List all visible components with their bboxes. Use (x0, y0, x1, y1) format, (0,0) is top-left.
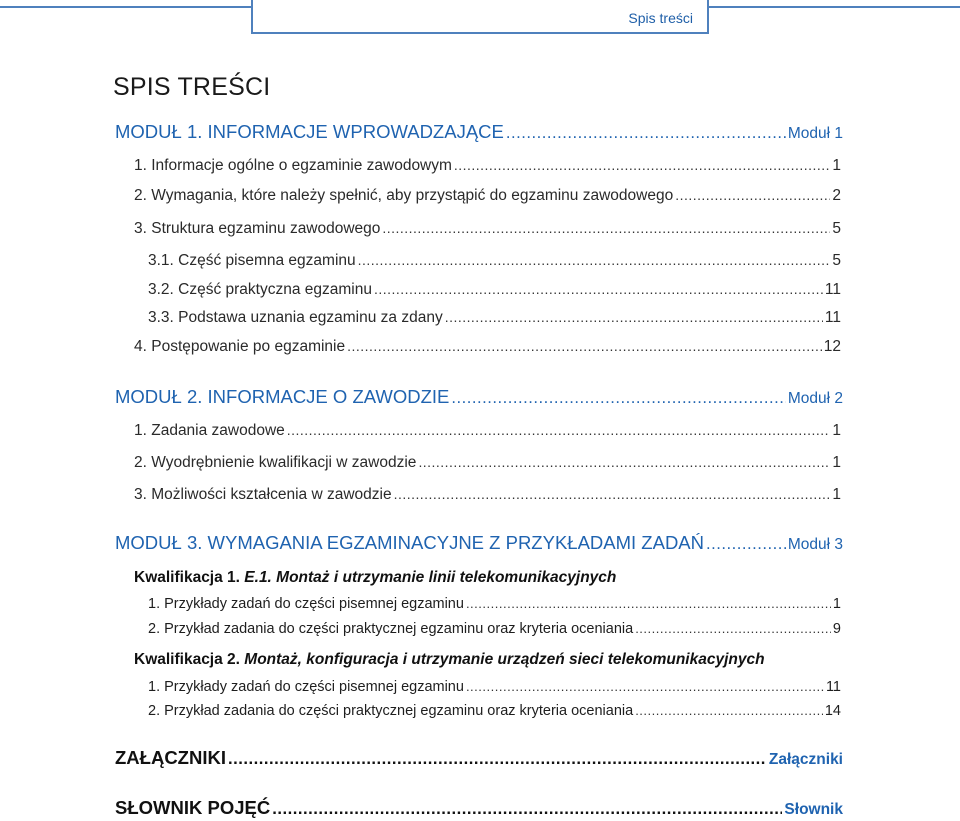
leader-dots (451, 388, 785, 408)
toc-entry-label: ZAŁĄCZNIKI (115, 747, 226, 768)
toc-entry-page: Moduł 1 (787, 125, 843, 142)
leader-dots (506, 123, 786, 143)
kwalifikacja-2-heading[interactable] (134, 651, 765, 669)
leader-dots (374, 281, 823, 298)
leader-dots (272, 799, 782, 819)
toc-entry-page: 9 (832, 621, 841, 637)
toc-entry-page: 5 (832, 252, 841, 269)
leader-dots (418, 454, 830, 471)
header-rule-right (709, 6, 960, 8)
toc-entry[interactable] (134, 157, 841, 175)
toc-entry-label: 2. Wymagania, które należy spełnić, aby przystąpić do egzaminu zawodowego (134, 187, 674, 204)
toc-entry-label: 3.1. Część pisemna egzaminu (148, 252, 356, 269)
toc-entry[interactable] (148, 703, 841, 719)
leader-dots (445, 309, 823, 326)
leader-dots (382, 220, 830, 237)
toc-entry-page: 11 (824, 309, 841, 326)
leader-dots (635, 703, 823, 719)
toc-entry-label: MODUŁ 2. INFORMACJE O ZAWODZIE (115, 386, 450, 407)
toc-entry-label: 2. Przykład zadania do części praktycznej egzaminu oraz kryteria oceniania (148, 621, 634, 637)
toc-entry-modul-3[interactable] (115, 532, 843, 554)
toc-entry[interactable] (148, 281, 841, 299)
leader-dots (287, 422, 831, 439)
leader-dots (466, 679, 824, 695)
kwalifikacja-prefix: Kwalifikacja 1. (134, 569, 240, 586)
toc-entry-page: 1 (832, 486, 841, 503)
kwalifikacja-prefix: Kwalifikacja 2. (134, 651, 240, 668)
toc-entry-page: Moduł 3 (787, 536, 843, 553)
toc-entry-page: 1 (832, 596, 841, 612)
toc-entry-label: 1. Przykłady zadań do części pisemnej egzaminu (148, 596, 464, 612)
toc-entry-page: Załączniki (768, 751, 843, 768)
toc-entry-label: 1. Zadania zawodowe (134, 422, 285, 439)
kwalifikacja-name: E.1. Montaż i utrzymanie linii telekomunikacyjnych (244, 569, 617, 586)
toc-entry[interactable] (148, 621, 841, 637)
toc-entry-label: SŁOWNIK POJĘĆ (115, 797, 271, 818)
leader-dots (454, 157, 830, 174)
toc-entry-label: 1. Przykłady zadań do części pisemnej egzaminu (148, 679, 464, 695)
toc-entry-slownik[interactable] (115, 797, 843, 819)
toc-entry-page: 5 (832, 220, 841, 237)
running-header (251, 0, 709, 34)
toc-entry[interactable] (134, 338, 841, 356)
leader-dots (706, 534, 786, 554)
toc-entry-label: 4. Postępowanie po egzaminie (134, 338, 346, 355)
toc-entry[interactable] (134, 486, 841, 504)
toc-entry[interactable] (134, 220, 841, 238)
toc-entry-modul-1[interactable] (115, 121, 843, 143)
toc-entry[interactable] (134, 187, 841, 205)
toc-entry-page: 1 (832, 422, 841, 439)
toc-entry-label: 3. Struktura egzaminu zawodowego (134, 220, 381, 237)
leader-dots (466, 596, 831, 612)
toc-entry[interactable] (148, 309, 841, 327)
toc-entry-page: 11 (825, 679, 841, 695)
leader-dots (228, 749, 767, 769)
toc-entry-label: 3.3. Podstawa uznania egzaminu za zdany (148, 309, 443, 326)
toc-entry-label: MODUŁ 3. WYMAGANIA EGZAMINACYJNE Z PRZYKŁADAMI ZADAŃ (115, 532, 705, 553)
toc-entry[interactable] (134, 422, 841, 440)
toc-entry-zalaczniki[interactable] (115, 747, 843, 769)
toc-entry-label: MODUŁ 1. INFORMACJE WPROWADZAJĄCE (115, 121, 504, 142)
toc-entry[interactable] (148, 679, 841, 695)
leader-dots (675, 187, 830, 204)
header-rule-left (0, 6, 251, 8)
kwalifikacja-name: Montaż, konfiguracja i utrzymanie urządzeń sieci telekomunikacyjnych (244, 651, 765, 668)
toc-entry-page: 12 (823, 338, 841, 355)
toc-entry-page: 1 (832, 157, 841, 174)
leader-dots (347, 338, 822, 355)
leader-dots (358, 252, 831, 269)
toc-title: SPIS TREŚCI (113, 73, 271, 101)
toc-entry-page: 14 (824, 703, 841, 719)
leader-dots (635, 621, 831, 637)
leader-dots (394, 486, 831, 503)
toc-entry-page: 2 (832, 187, 841, 204)
toc-entry-label: 2. Przykład zadania do części praktycznej egzaminu oraz kryteria oceniania (148, 703, 634, 719)
toc-entry-label: 3.2. Część praktyczna egzaminu (148, 281, 372, 298)
toc-entry[interactable] (148, 596, 841, 612)
toc-entry-label: 1. Informacje ogólne o egzaminie zawodowym (134, 157, 452, 174)
toc-entry[interactable] (148, 252, 841, 270)
toc-entry-page: Słownik (784, 801, 843, 818)
toc-entry-page: Moduł 2 (787, 390, 843, 407)
running-header-title: Spis treści (628, 10, 693, 26)
toc-entry[interactable] (134, 454, 841, 472)
toc-entry-modul-2[interactable] (115, 386, 843, 408)
toc-entry-page: 1 (832, 454, 841, 471)
toc-entry-label: 2. Wyodrębnienie kwalifikacji w zawodzie (134, 454, 417, 471)
toc-entry-label: 3. Możliwości kształcenia w zawodzie (134, 486, 392, 503)
toc-entry-page: 11 (824, 281, 841, 298)
kwalifikacja-1-heading[interactable] (134, 569, 616, 587)
